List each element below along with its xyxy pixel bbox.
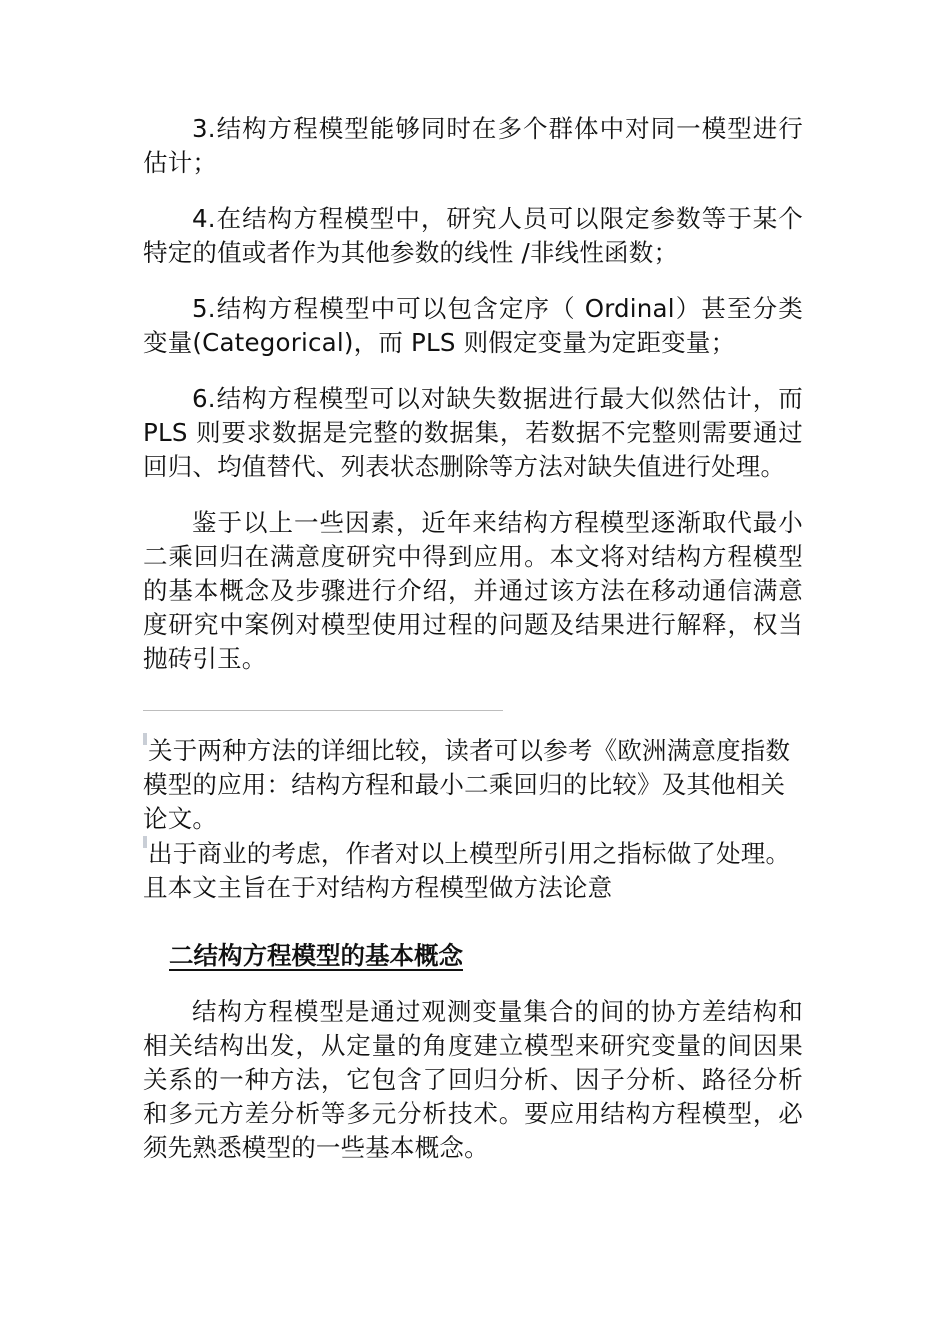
footnote-marker-icon (143, 733, 147, 745)
paragraph-4: 4.在结构方程模型中，研究人员可以限定参数等于某个特定的值或者作为其他参数的线性 /非线性函数； (143, 204, 803, 267)
paragraph-6: 6.结构方程模型可以对缺失数据进行最大似然估计，而 PLS 则要求数据是完整的数据集，若数据不完整则需要通过回归、均值替代、列表状态删除等方法对缺失值进行处理。 (143, 384, 803, 481)
footnote-1-text: 关于两种方法的详细比较，读者可以参考《欧洲满意度指数模型的应用：结构方程和最小二乘回归的比较》及其他相关论文。 (143, 736, 791, 833)
document-page (143, 112, 803, 1187)
paragraph-5: 5.结构方程模型中可以包含定序（ Ordinal）甚至分类变量(Categorical)，而 PLS 则假定变量为定距变量； (143, 294, 803, 357)
paragraph-summary: 鉴于以上一些因素，近年来结构方程模型逐渐取代最小二乘回归在满意度研究中得到应用。本文将对结构方程模型的基本概念及步骤进行介绍，并通过该方法在移动通信满意度研究中案例对模型使用过程的问题及结果进行解释，权当抛砖引玉。 (143, 508, 803, 673)
footnote-marker-icon (143, 836, 147, 848)
footnote-1 (143, 733, 803, 836)
paragraph-3: 3.结构方程模型能够同时在多个群体中对同一模型进行估计； (143, 114, 803, 177)
footnote-2 (143, 836, 803, 905)
footnote-divider (143, 710, 503, 711)
footnote-2-text: 出于商业的考虑，作者对以上模型所引用之指标做了处理。且本文主旨在于对结构方程模型做方法论意 (143, 839, 791, 902)
section-body: 结构方程模型是通过观测变量集合的间的协方差结构和相关结构出发，从定量的角度建立模型来研究变量的间因果关系的一种方法，它包含了回归分析、因子分析、路径分析和多元方差分析等多元分析技术。要应用结构方程模型，必须先熟悉模型的一些基本概念。 (143, 997, 803, 1162)
section-heading: 二结构方程模型的基本概念 (169, 941, 463, 970)
